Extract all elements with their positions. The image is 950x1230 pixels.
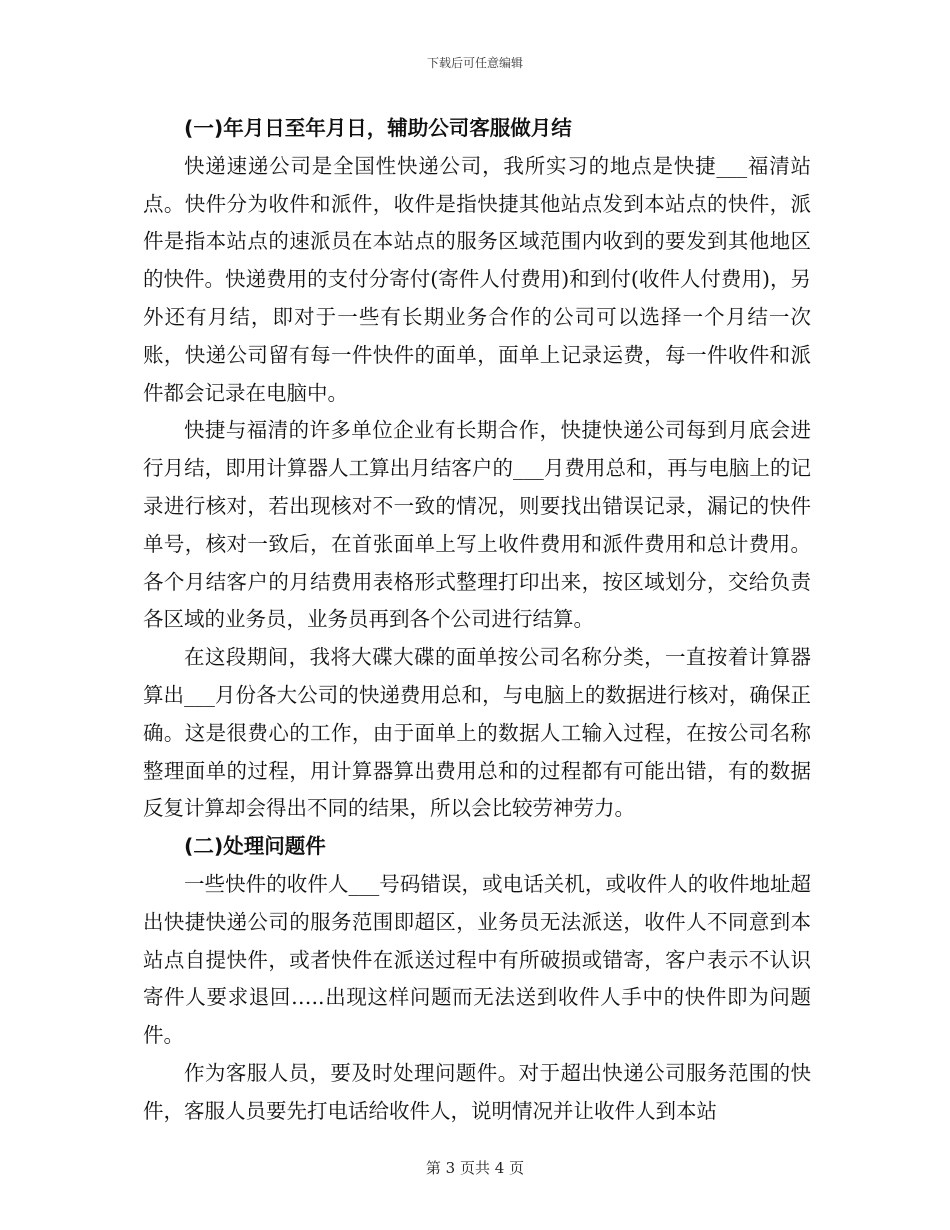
paragraph: 快捷与福清的许多单位企业有长期合作，快捷快递公司每到月底会进行月结，即用计算器人工算出月结客户的___月费用总和，再与电脑上的记录进行核对，若出现核对不一致的情况，则要找出错误记录，漏记的快件单号，核对一致后，在首张面单上写上收件费用和派件费用和总计费用。各个月结客户的月结费用表格形式整理打印出来，按区域划分，交给负责各区域的业务员，业务员再到各个公司进行结算。 — [143, 418, 811, 632]
document-body — [143, 110, 811, 1131]
section-heading-1: (一)年月日至年月日，辅助公司客服做月结 — [184, 116, 572, 140]
page-footer: 第 3 页共 4 页 — [425, 1159, 525, 1177]
paragraph: 作为客服人员，要及时处理问题件。对于超出快递公司服务范围的快件，客服人员要先打电话给收件人，说明情况并让收件人到本站 — [143, 1060, 811, 1123]
paragraph: 快递速递公司是全国性快递公司，我所实习的地点是快捷___福清站点。快件分为收件和派件，收件是指快捷其他站点发到本站点的快件，派件是指本站点的速派员在本站点的服务区域范围内收到的要发到其他地区的快件。快递费用的支付分寄付(寄件人付费用)和到付(收件人付费用)，另外还有月结，即对于一些有长期业务合作的公司可以选择一个月结一次账，快递公司留有每一件快件的面单，面单上记录运费，每一件收件和派件都会记录在电脑中。 — [143, 153, 811, 405]
paragraph: 一些快件的收件人___号码错误，或电话关机，或收件人的收件地址超出快捷快递公司的服务范围即超区，业务员无法派送，收件人不同意到本站点自提快件，或者快件在派送过程中有所破损或错寄，客户表示不认识寄件人要求退回…..出现这样问题而无法送到收件人手中的快件即为问题件。 — [143, 871, 811, 1048]
page-header: 下载后可任意编辑 — [426, 56, 523, 70]
section-heading-2: (二)处理问题件 — [184, 834, 326, 859]
paragraph: 在这段期间，我将大碟大碟的面单按公司名称分类，一直按着计算器算出___月份各大公司的快递费用总和，与电脑上的数据进行核对，确保正确。这是很费心的工作，由于面单上的数据人工输入过程，在按公司名称整理面单的过程，用计算器算出费用总和的过程都有可能出错，有的数据反复计算却会得出不同的结果，所以会比较劳神劳力。 — [143, 645, 811, 821]
